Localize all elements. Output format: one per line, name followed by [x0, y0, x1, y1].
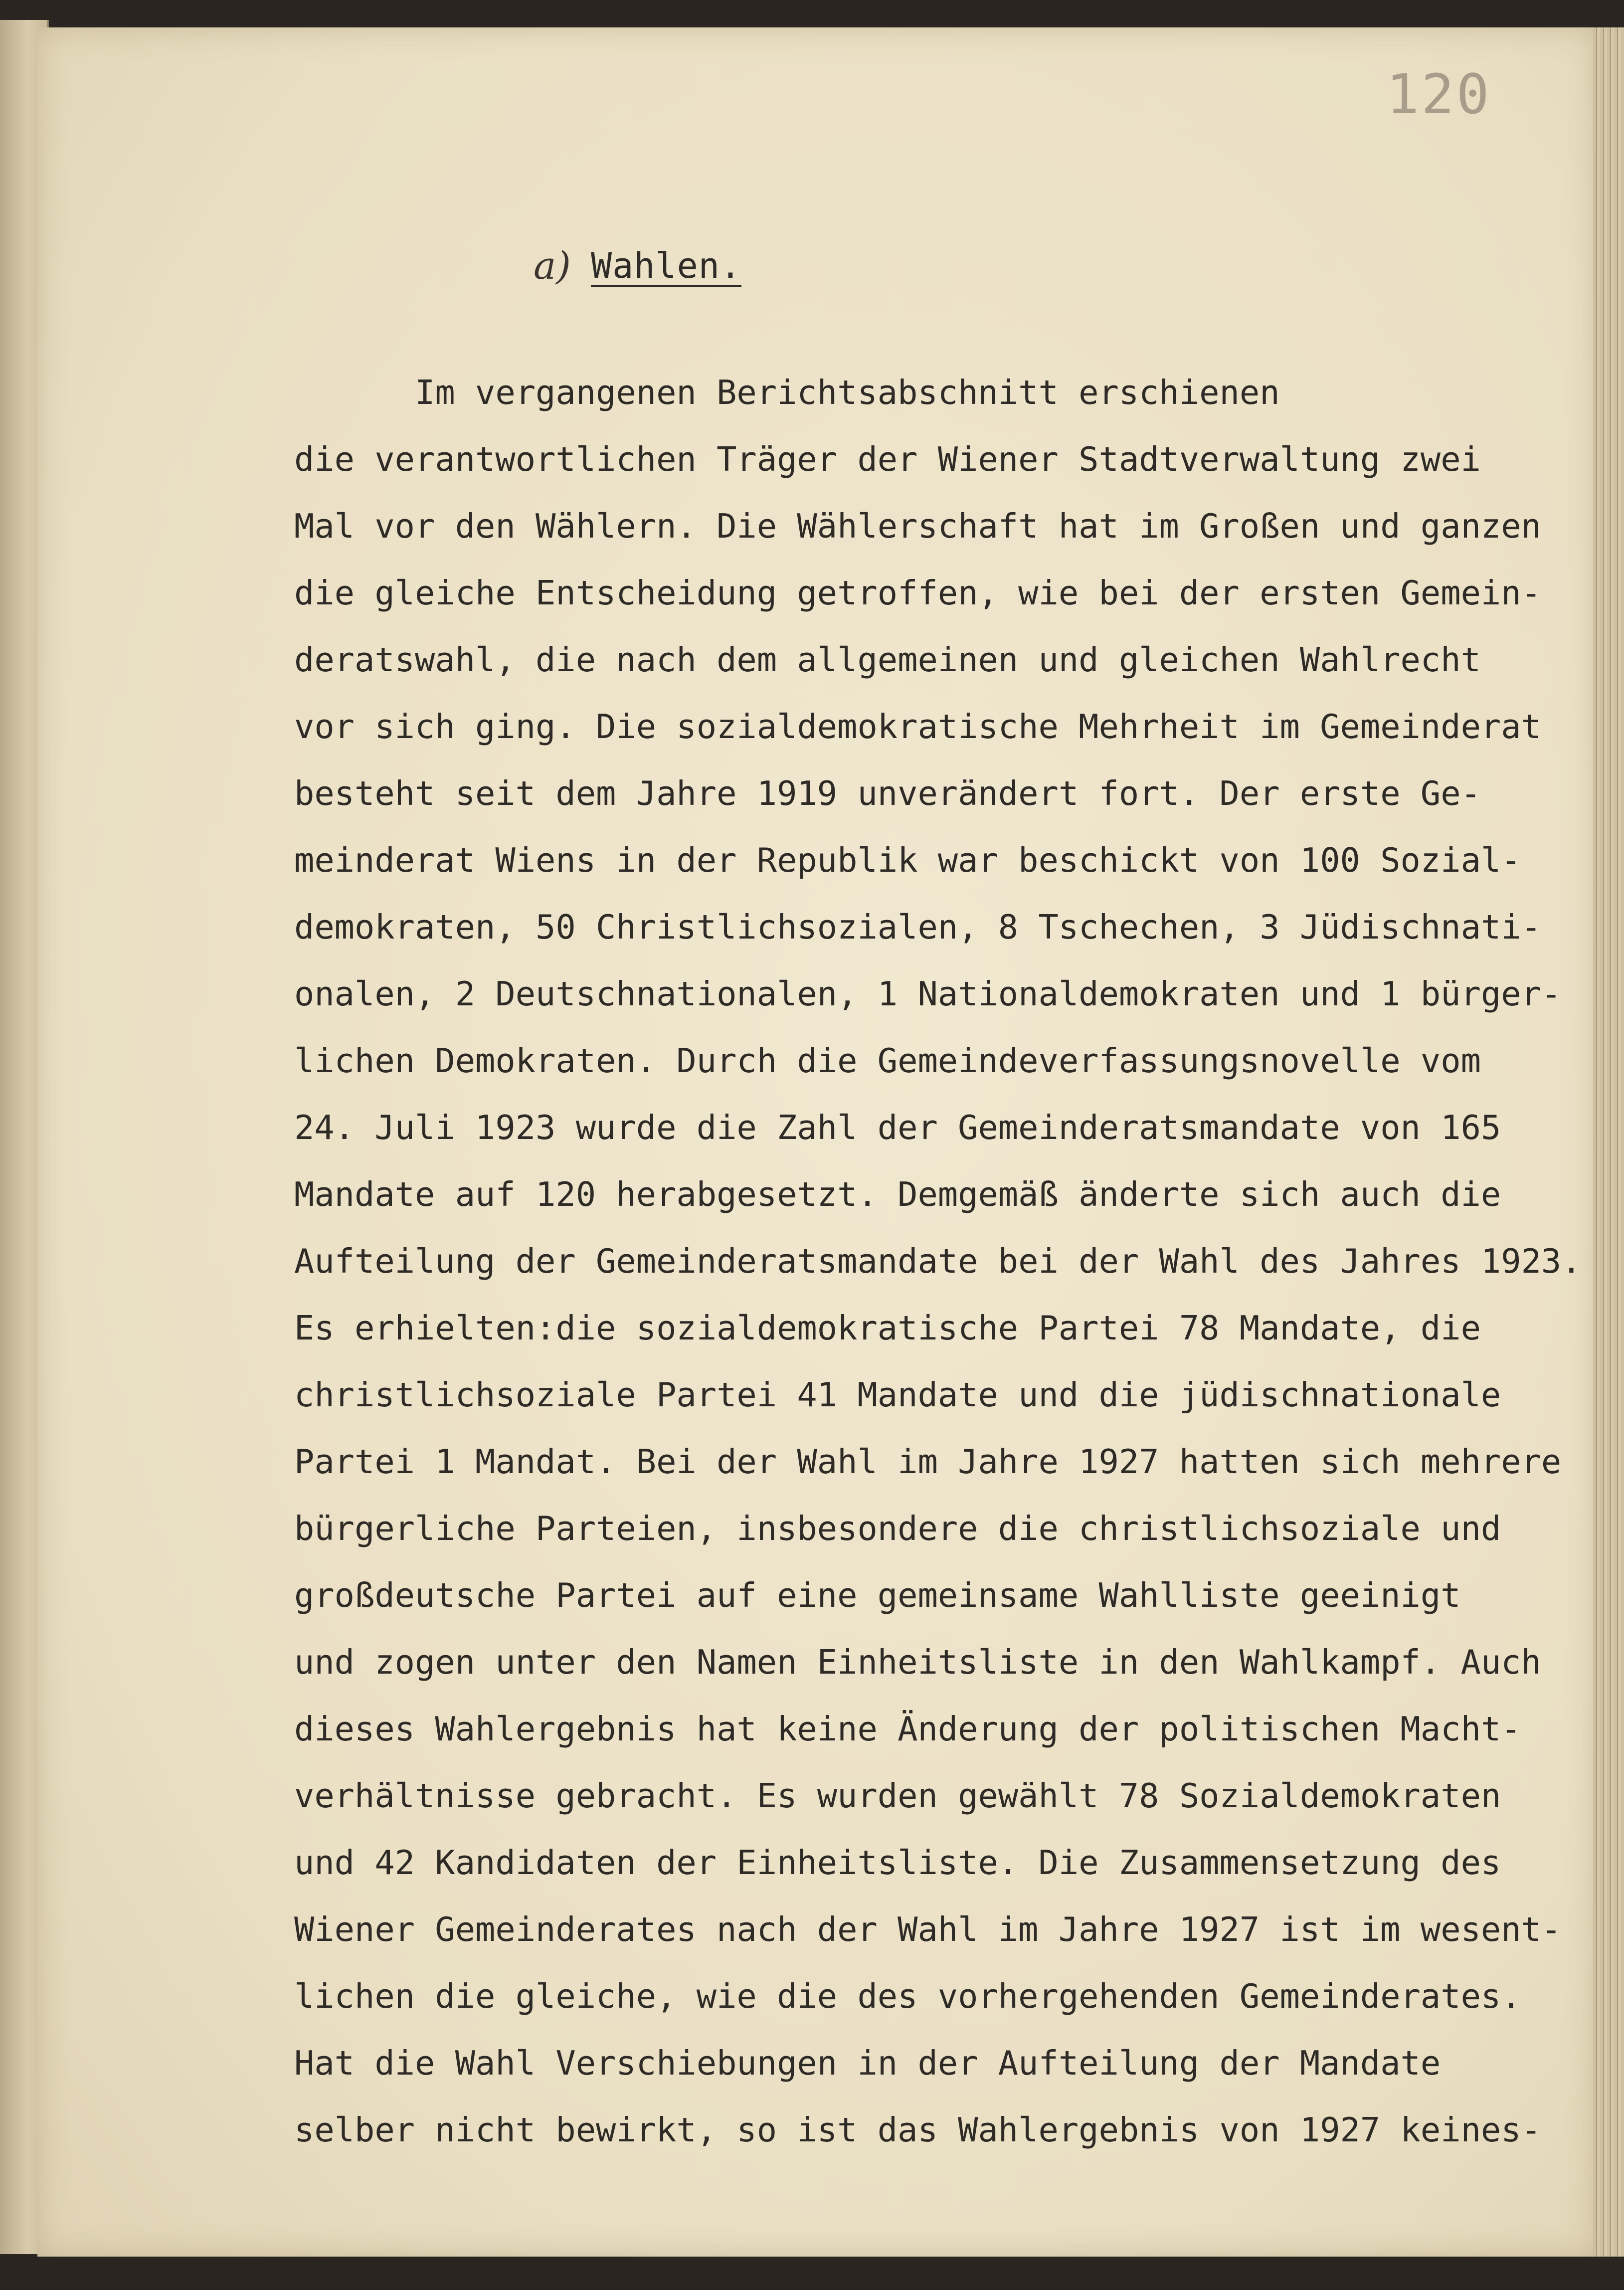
text-line: selber nicht bewirkt, so ist das Wahlergebnis von 1927 keines-	[294, 2110, 1541, 2149]
page-stack-edge	[1593, 27, 1624, 2262]
text-line: Hat die Wahl Verschiebungen in der Aufteilung der Mandate	[294, 2044, 1441, 2083]
text-line: meinderat Wiens in der Republik war beschickt von 100 Sozial-	[294, 841, 1521, 880]
text-line: deratswahl, die nach dem allgemeinen und gleichen Wahlrecht	[294, 640, 1481, 679]
text-line: Aufteilung der Gemeinderatsmandate bei der Wahl des Jahres 1923.	[294, 1242, 1582, 1281]
text-line: und 42 Kandidaten der Einheitsliste. Die Zusammensetzung des	[294, 1843, 1501, 1882]
text-line: demokraten, 50 Christlichsozialen, 8 Tschechen, 3 Jüdischnati-	[294, 908, 1541, 947]
text-line: Es erhielten:die sozialdemokratische Partei 78 Mandate, die	[294, 1309, 1481, 1347]
text-line: verhältnisse gebracht. Es wurden gewählt 78 Sozialdemokraten	[294, 1776, 1501, 1815]
text-line: Im vergangenen Berichtsabschnitt erschienen	[294, 373, 1280, 412]
text-line: lichen Demokraten. Durch die Gemeindeverfassungsnovelle vom	[294, 1041, 1481, 1080]
text-line: 24. Juli 1923 wurde die Zahl der Gemeinderatsmandate von 165	[294, 1108, 1501, 1147]
text-line: die verantwortlichen Träger der Wiener Stadtverwaltung zwei	[294, 440, 1481, 479]
scan-border-top	[0, 0, 1624, 30]
text-line: bürgerliche Parteien, insbesondere die christlichsoziale und	[294, 1509, 1501, 1548]
text-line: christlichsoziale Partei 41 Mandate und die jüdischnationale	[294, 1375, 1501, 1414]
text-line: Partei 1 Mandat. Bei der Wahl im Jahre 1927 hatten sich mehrere	[294, 1442, 1562, 1481]
text-line: die gleiche Entscheidung getroffen, wie bei der ersten Gemein-	[294, 573, 1541, 612]
text-line: onalen, 2 Deutschnationalen, 1 Nationaldemokraten und 1 bürger-	[294, 974, 1562, 1013]
text-line: und zogen unter den Namen Einheitsliste in den Wahlkampf. Auch	[294, 1643, 1541, 1682]
text-line: Mal vor den Wählern. Die Wählerschaft hat im Großen und ganzen	[294, 507, 1541, 546]
section-marker: a)	[534, 243, 571, 288]
text-line: vor sich ging. Die sozialdemokratische Mehrheit im Gemeinderat	[294, 707, 1541, 746]
folio-number: 120	[1386, 62, 1491, 126]
text-line: Mandate auf 120 herabgesetzt. Demgemäß änderte sich auch die	[294, 1175, 1501, 1214]
text-line: Wiener Gemeinderates nach der Wahl im Jahre 1927 ist im wesent-	[294, 1910, 1562, 1949]
section-heading: Wahlen.	[591, 245, 742, 286]
text-line: besteht seit dem Jahre 1919 unverändert fort. Der erste Ge-	[294, 774, 1481, 813]
text-line: lichen die gleiche, wie die des vorhergehenden Gemeinderates.	[294, 1977, 1521, 2016]
text-line: dieses Wahlergebnis hat keine Änderung der politischen Macht-	[294, 1710, 1521, 1748]
text-line: großdeutsche Partei auf eine gemeinsame Wahlliste geeinigt	[294, 1576, 1461, 1615]
scan-border-bottom	[0, 2257, 1624, 2290]
